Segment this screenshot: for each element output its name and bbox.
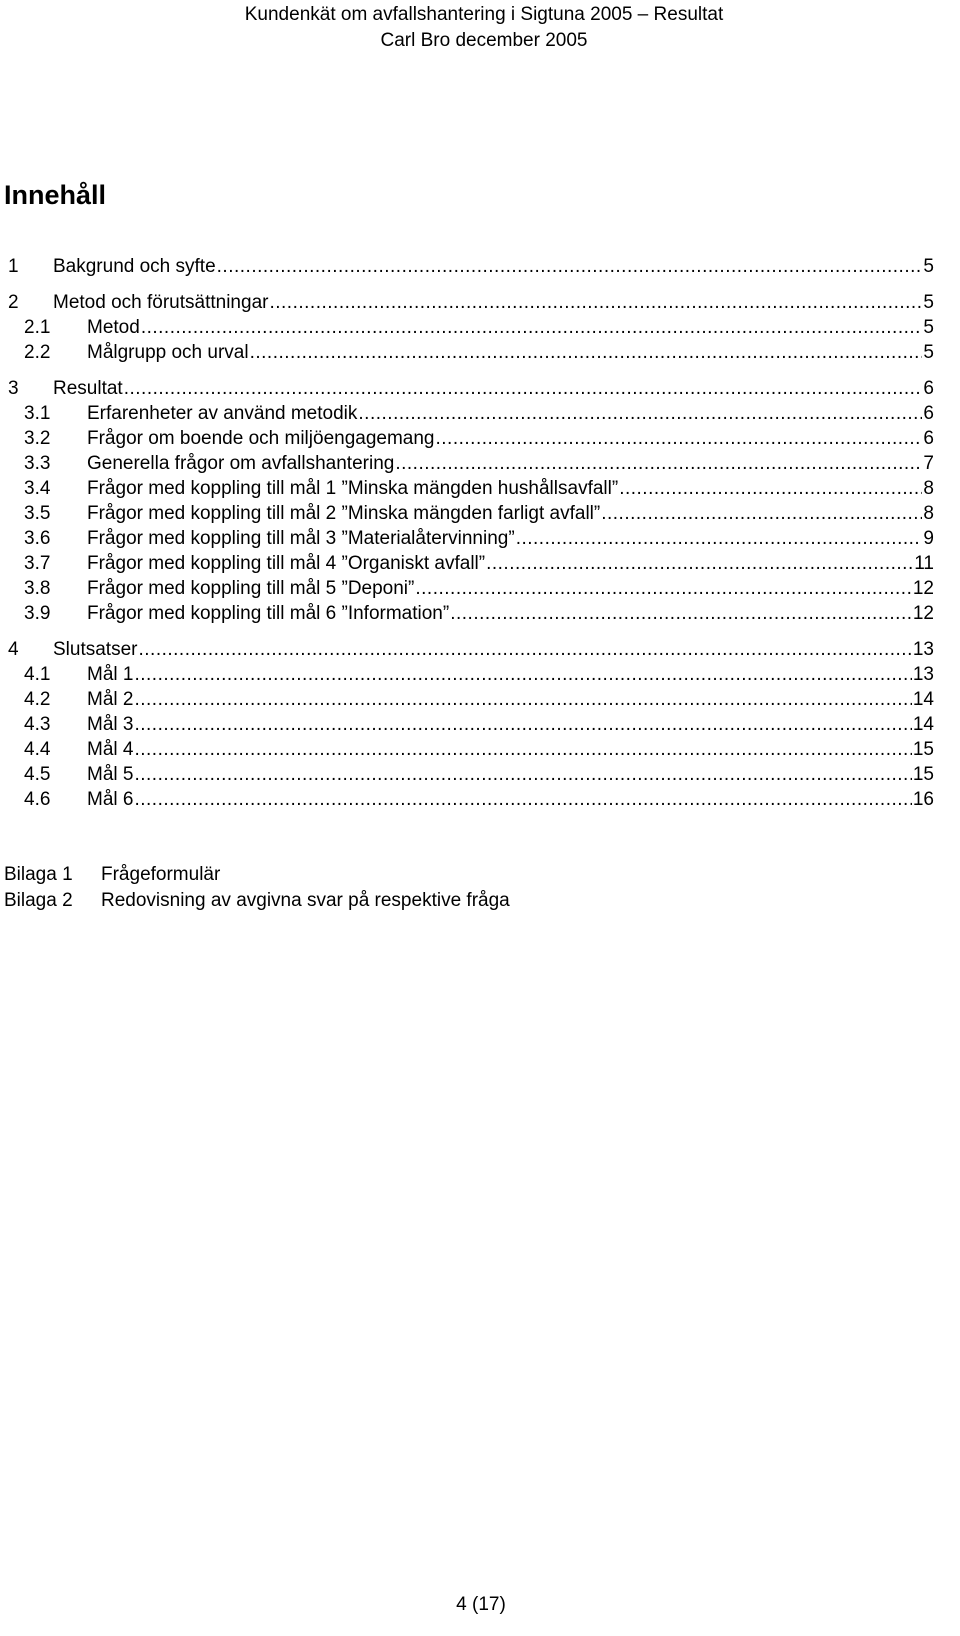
dot-leader xyxy=(516,526,923,551)
toc-entry[interactable] xyxy=(0,762,934,787)
dot-leader xyxy=(601,501,922,526)
toc-entry[interactable] xyxy=(0,712,934,737)
toc-entry-title: Frågor med koppling till mål 5 ”Deponi” xyxy=(87,578,415,599)
dot-leader xyxy=(415,576,911,601)
toc-entry-number: 3.1 xyxy=(24,403,51,424)
dot-leader xyxy=(138,637,911,662)
toc-entry-number: 4 xyxy=(8,639,19,660)
toc-entry-number: 4.6 xyxy=(24,789,51,810)
toc-heading: Innehåll xyxy=(4,180,107,210)
toc-entry-page: 9 xyxy=(923,528,934,549)
appendix-list xyxy=(4,862,510,914)
toc-entry-title: Resultat xyxy=(53,378,123,399)
toc-entry-title: Mål 5 xyxy=(87,764,134,785)
toc-entry-number: 3.7 xyxy=(24,553,51,574)
table-of-contents xyxy=(0,254,934,812)
toc-entry-number: 3.2 xyxy=(24,428,51,449)
toc-entry-number: 4.3 xyxy=(24,714,51,735)
toc-entry-page: 6 xyxy=(923,403,934,424)
toc-entry-number: 3.5 xyxy=(24,503,51,524)
dot-leader xyxy=(134,737,911,762)
appendix-item xyxy=(4,862,510,888)
toc-entry[interactable] xyxy=(0,254,934,279)
toc-entry-title: Erfarenheter av använd metodik xyxy=(87,403,358,424)
toc-entry-title: Frågor om boende och miljöengagemang xyxy=(87,428,435,449)
appendix-title: Redovisning av avgivna svar på respektive fråga xyxy=(101,890,510,911)
toc-entry-number: 1 xyxy=(8,256,19,277)
toc-entry-page: 5 xyxy=(923,342,934,363)
dot-leader xyxy=(250,340,923,365)
toc-entry-title: Frågor med koppling till mål 1 ”Minska mängden hushållsavfall” xyxy=(87,478,619,499)
toc-entry-number: 3.8 xyxy=(24,578,51,599)
toc-entry-title: Mål 1 xyxy=(87,664,134,685)
toc-entry-page: 6 xyxy=(923,378,934,399)
dot-leader xyxy=(134,712,911,737)
toc-entry-number: 2 xyxy=(8,292,19,313)
toc-entry[interactable] xyxy=(0,476,934,501)
toc-entry-page: 12 xyxy=(912,603,934,624)
toc-entry-title: Frågor med koppling till mål 6 ”Information” xyxy=(87,603,450,624)
toc-entry-title: Metod xyxy=(87,317,140,338)
toc-entry-title: Slutsatser xyxy=(53,639,138,660)
dot-leader xyxy=(436,426,923,451)
toc-entry-title: Frågor med koppling till mål 4 ”Organiskt avfall” xyxy=(87,553,486,574)
toc-entry[interactable] xyxy=(0,637,934,662)
toc-entry-page: 6 xyxy=(923,428,934,449)
toc-entry-title: Mål 2 xyxy=(87,689,134,710)
toc-entry-number: 2.2 xyxy=(24,342,51,363)
dot-leader xyxy=(269,290,922,315)
dot-leader xyxy=(134,662,911,687)
toc-entry-title: Mål 4 xyxy=(87,739,134,760)
toc-entry[interactable] xyxy=(0,426,934,451)
toc-entry[interactable] xyxy=(0,601,934,626)
toc-entry-page: 11 xyxy=(914,553,934,574)
dot-leader xyxy=(395,451,922,476)
toc-entry-number: 4.4 xyxy=(24,739,51,760)
dot-leader xyxy=(486,551,913,576)
toc-entry[interactable] xyxy=(0,315,934,340)
toc-entry-number: 4.2 xyxy=(24,689,51,710)
toc-entry-number: 2.1 xyxy=(24,317,51,338)
toc-entry-page: 5 xyxy=(923,292,934,313)
toc-entry-number: 3.6 xyxy=(24,528,51,549)
toc-entry-page: 8 xyxy=(923,478,934,499)
toc-entry-page: 13 xyxy=(912,639,934,660)
toc-entry-page: 7 xyxy=(923,453,934,474)
appendix-item xyxy=(4,888,510,914)
toc-entry[interactable] xyxy=(0,737,934,762)
toc-entry[interactable] xyxy=(0,551,934,576)
dot-leader xyxy=(134,787,911,812)
dot-leader xyxy=(217,254,923,279)
toc-entry[interactable] xyxy=(0,787,934,812)
header-subtitle: Carl Bro december 2005 xyxy=(380,30,588,51)
toc-entry-number: 3.9 xyxy=(24,603,51,624)
toc-entry-title: Frågor med koppling till mål 2 ”Minska mängden farligt avfall” xyxy=(87,503,601,524)
toc-entry[interactable] xyxy=(0,662,934,687)
toc-entry-title: Bakgrund och syfte xyxy=(53,256,216,277)
toc-entry[interactable] xyxy=(0,340,934,365)
page-footer xyxy=(0,1594,960,1616)
toc-entry[interactable] xyxy=(0,576,934,601)
toc-entry-page: 8 xyxy=(923,503,934,524)
dot-leader xyxy=(134,687,911,712)
toc-entry[interactable] xyxy=(0,401,934,426)
toc-entry-page: 15 xyxy=(912,739,934,760)
toc-entry-number: 4.5 xyxy=(24,764,51,785)
toc-entry[interactable] xyxy=(0,376,934,401)
dot-leader xyxy=(124,376,923,401)
toc-entry[interactable] xyxy=(0,526,934,551)
toc-entry-page: 13 xyxy=(912,664,934,685)
appendix-label: Bilaga 1 xyxy=(4,864,73,885)
toc-entry-page: 15 xyxy=(912,764,934,785)
toc-entry-number: 3 xyxy=(8,378,19,399)
toc-entry[interactable] xyxy=(0,501,934,526)
toc-entry-title: Målgrupp och urval xyxy=(87,342,249,363)
dot-leader xyxy=(450,601,912,626)
toc-entry-page: 5 xyxy=(923,317,934,338)
appendix-label: Bilaga 2 xyxy=(4,890,73,911)
dot-leader xyxy=(134,762,911,787)
toc-entry[interactable] xyxy=(0,290,934,315)
dot-leader xyxy=(358,401,922,426)
toc-entry-number: 3.3 xyxy=(24,453,51,474)
page-header xyxy=(0,0,960,54)
dot-leader xyxy=(141,315,923,340)
toc-entry-number: 4.1 xyxy=(24,664,51,685)
toc-entry-page: 12 xyxy=(912,578,934,599)
dot-leader xyxy=(619,476,922,501)
toc-entry[interactable] xyxy=(0,687,934,712)
toc-entry-page: 14 xyxy=(912,689,934,710)
appendix-title: Frågeformulär xyxy=(101,864,221,885)
toc-entry-title: Metod och förutsättningar xyxy=(53,292,269,313)
page-number: 4 (17) xyxy=(456,1594,506,1615)
toc-entry-page: 5 xyxy=(923,256,934,277)
toc-entry-page: 14 xyxy=(912,714,934,735)
toc-entry[interactable] xyxy=(0,451,934,476)
header-title: Kundenkät om avfallshantering i Sigtuna 2005 – Resultat xyxy=(244,4,724,25)
toc-entry-title: Mål 6 xyxy=(87,789,134,810)
toc-entry-title: Mål 3 xyxy=(87,714,134,735)
toc-entry-title: Generella frågor om avfallshantering xyxy=(87,453,395,474)
toc-entry-title: Frågor med koppling till mål 3 ”Materialåtervinning” xyxy=(87,528,515,549)
toc-entry-number: 3.4 xyxy=(24,478,51,499)
toc-entry-page: 16 xyxy=(912,789,934,810)
